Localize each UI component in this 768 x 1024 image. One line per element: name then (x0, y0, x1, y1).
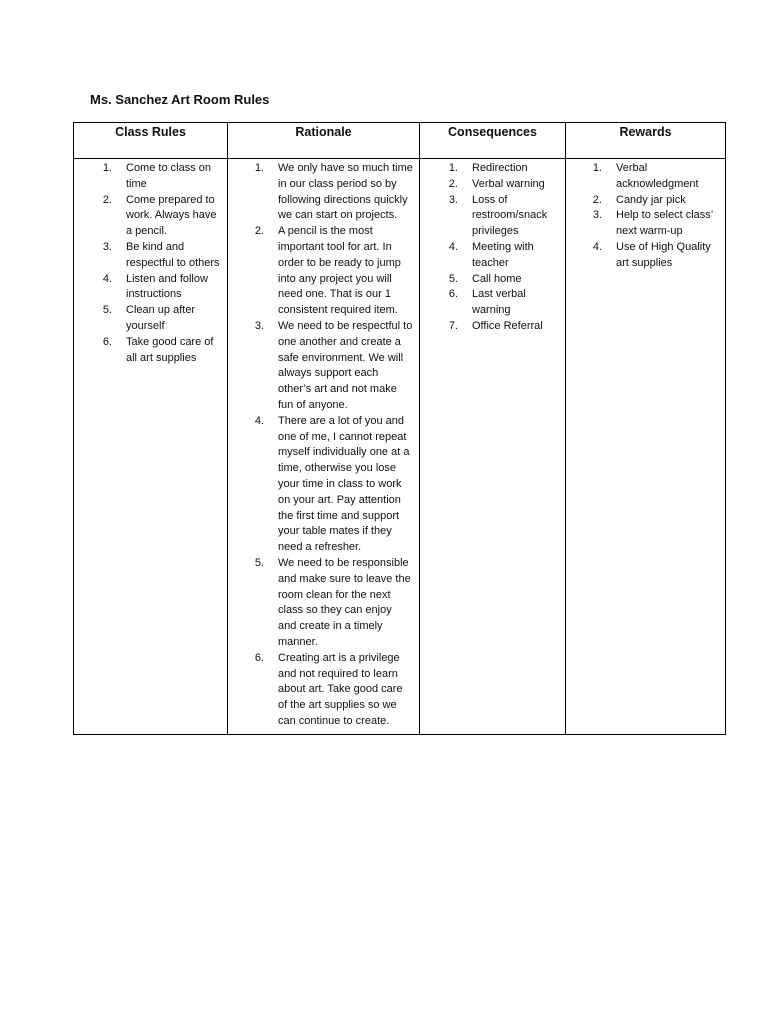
rules-table (73, 122, 726, 735)
list-item-number: 6. (448, 288, 458, 301)
rewards-list (566, 161, 725, 272)
list-item (74, 193, 221, 240)
list-item (566, 208, 719, 240)
list-item (74, 303, 221, 335)
list-item-text: We need to be responsible and make sure to leave the room clean for the next class so they can enjoy and create in a timely manner. (278, 556, 411, 648)
list-item-text: Listen and follow instructions (126, 272, 208, 301)
list-item-number: 1. (448, 162, 458, 174)
list-item-text: We need to be respectful to one another and create a safe environment. We will always support each other’s art and not make fun of anyone. (278, 319, 413, 411)
consequences-list (420, 161, 565, 335)
list-item-number: 6. (102, 335, 112, 348)
list-item (566, 161, 719, 193)
list-item-text: There are a lot of you and one of me, I cannot repeat myself individually one at a time, otherwise you lose your time in class to work on your art. Pay attention the first time and support your table mates if they need a refresher. (278, 414, 410, 554)
list-item (420, 287, 559, 319)
list-item-text: Call home (472, 272, 522, 285)
list-item-text: Redirection (472, 162, 528, 174)
class-rules-list (74, 161, 227, 366)
list-item-number: 4. (448, 240, 458, 253)
class-rules-cell (74, 159, 228, 735)
list-item (228, 556, 413, 651)
list-item-number: 1. (592, 162, 602, 174)
rewards-cell (566, 159, 726, 735)
list-item-number: 2. (102, 193, 112, 206)
list-item-text: Be kind and respectful to others (126, 240, 220, 269)
rationale-list (228, 161, 419, 730)
list-item-text: Meeting with teacher (472, 240, 534, 269)
list-item-number: 4. (254, 414, 264, 427)
list-item-text: Office Referral (472, 319, 543, 332)
list-item-text: Verbal warning (472, 177, 545, 190)
list-item-text: Candy jar pick (616, 193, 686, 206)
list-item (420, 161, 559, 177)
list-item-number: 1. (102, 162, 112, 174)
list-item-number: 2. (592, 193, 602, 206)
document-title: Ms. Sanchez Art Room Rules (90, 92, 270, 107)
list-item-text: We only have so much time in our class period so by following directions quickly we can start on projects. (278, 162, 413, 222)
header-class-rules: Class Rules (74, 123, 228, 159)
list-item-number: 5. (254, 556, 264, 569)
list-item-number: 5. (448, 272, 458, 285)
list-item-number: 3. (448, 193, 458, 206)
list-item-number: 7. (448, 319, 458, 332)
list-item-number: 2. (448, 177, 458, 190)
list-item-text: Use of High Quality art supplies (616, 240, 711, 269)
list-item-text: A pencil is the most important tool for art. In order to be ready to jump into any project you will need one. That is our 1 consistent required item. (278, 225, 401, 317)
list-item-text: Come to class on time (126, 162, 211, 190)
list-item-number: 4. (592, 240, 602, 253)
list-item (74, 272, 221, 304)
rationale-cell (228, 159, 420, 735)
list-item-text: Clean up after yourself (126, 304, 196, 332)
list-item (228, 319, 413, 414)
list-item (74, 161, 221, 193)
list-item-text: Take good care of all art supplies (126, 335, 214, 364)
header-row (74, 123, 726, 159)
header-rewards: Rewards (566, 123, 726, 159)
list-item (228, 651, 413, 730)
list-item-text: Loss of restroom/snack privileges (472, 193, 548, 238)
header-consequences: Consequences (420, 123, 566, 159)
list-item (566, 240, 719, 272)
list-item (228, 224, 413, 319)
list-item-number: 3. (254, 319, 264, 332)
list-item (228, 414, 413, 556)
header-rationale: Rationale (228, 123, 420, 159)
list-item-text: Creating art is a privilege and not required to learn about art. Take good care of the art supplies so we can continue to create. (278, 651, 403, 727)
list-item (420, 319, 559, 335)
list-item-number: 5. (102, 304, 112, 317)
list-item-number: 1. (254, 162, 264, 174)
list-item (74, 240, 221, 272)
list-item (420, 177, 559, 193)
list-item-text: Help to select class’ next warm-up (616, 209, 713, 238)
list-item-number: 3. (102, 240, 112, 253)
list-item (228, 161, 413, 224)
list-item-text: Come prepared to work. Always have a pencil. (126, 193, 217, 238)
list-item-number: 6. (254, 651, 264, 664)
list-item (420, 193, 559, 240)
content-row (74, 159, 726, 735)
consequences-cell (420, 159, 566, 735)
list-item-number: 3. (592, 209, 602, 222)
list-item-text: Last verbal warning (472, 288, 526, 317)
list-item (420, 240, 559, 272)
list-item-text: Verbal acknowledgment (616, 162, 699, 190)
list-item-number: 2. (254, 225, 264, 238)
list-item (420, 272, 559, 288)
list-item-number: 4. (102, 272, 112, 285)
list-item (74, 335, 221, 367)
list-item (566, 193, 719, 209)
